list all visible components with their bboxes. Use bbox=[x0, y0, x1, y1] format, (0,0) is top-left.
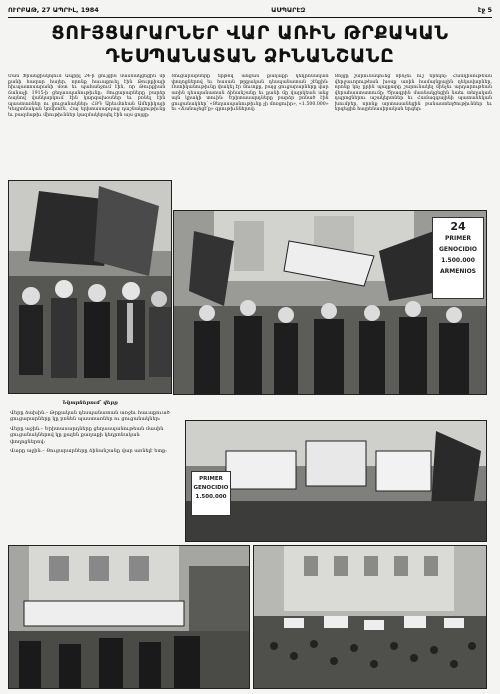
caption-line-2: Վերը աջին.– Երիտասարդները ցեղասպանութեան մասին ցուցանակներով կը քալեն քաղաքի կեդրոնական փողոցներով։ bbox=[10, 425, 164, 445]
photo-large-rally bbox=[253, 545, 487, 689]
genocide-sign-line-3: GENOCIDIO bbox=[438, 246, 478, 253]
photo-protesters-left bbox=[8, 180, 172, 394]
lower-sign-line-2: GENOCIDIO bbox=[193, 485, 229, 491]
article-column-1: Սան Ֆրանցիսկոյում Ապրիլ 24-ի ցույցին մասնակցեցին մի քանի հազար հայեր, որոնք հաւաքուել էին Թուրքիայի հիւպատոսարանի մօտ եւ պահանջում էին, որ Թուրքիան ճանաչի 1915-ի ցեղասպանութիւնը։ Ցուցարարները բարձր ձայնով վանկարկում էին կարգախօսներ եւ բռնել էին պաստառներ ու ցուցանակներ։ ՀՅԴ Արեւմտեան Ամերիկայի Կեդրոնական կոմիտէն, Հայ երիտասարդաց դաշնակցութիւնը եւ բազմաթիւ միութիւններ կազմակերպել էին այս ցոյցը։ bbox=[8, 74, 166, 118]
captions-title: Նկարներում՝ վերը bbox=[62, 400, 118, 406]
article-column-2: Ցուցարարները երթով անցան քաղաքի կեդրոնական փողոցներով եւ հասան թրքական դեսպանատան շէնքին։ Ոստիկանութիւնը փակել էր մուտքը, բայց ցուցարարները վար առին դեսպանատան ձինանշանը եւ քանի մը վայրկեան անց այն կրակի տուին։ Երիտասարդները բարձր բռնած էին ցուցանակներ՝ «Ցեղասպանութիւնը չի մոռցուիր», «1.500.000» եւ «Ճանաչեցէ՛ք» գրութիւններով։ bbox=[171, 74, 329, 112]
photo-crowd-signs bbox=[185, 420, 487, 542]
lower-genocide-sign bbox=[191, 471, 231, 516]
photo-crowd-signs-image bbox=[186, 421, 486, 541]
masthead-rule bbox=[8, 17, 492, 18]
genocide-sign-line-1: 24 bbox=[450, 220, 466, 233]
headline: ՑՈՒՅՑԱՐԱՐՆԵՐ ՎԱՐ ԱՌԻՆ ԹՐՔԱԿԱՆ ԴԵՍՊԱՆԱՏԱՆ ՁԻՆԱՆՇԱՆԸ bbox=[51, 22, 449, 67]
photo-protesters-left-image bbox=[9, 181, 171, 393]
lower-sign-line-3: 1.500.000 bbox=[195, 494, 227, 500]
lower-sign-line-1: PRIMER bbox=[199, 476, 223, 482]
genocide-sign-line-5: ARMENIOS bbox=[439, 268, 476, 275]
photo-march-banners bbox=[173, 210, 487, 395]
masthead-date: ՈՒՐԲԱԹ, 27 ԱՊՐԻԼ, 1984 bbox=[8, 6, 99, 14]
masthead-paper-name: ԱՍՊԱՐԷԶ bbox=[271, 6, 306, 14]
photo-captions bbox=[10, 400, 170, 540]
photo-building-crowd bbox=[8, 545, 250, 689]
caption-line-3: Վարը աջին.– Ցուցարարները ձինանշանը վար առնելէ ետք։ bbox=[10, 448, 167, 454]
genocide-sign bbox=[432, 217, 484, 299]
photo-large-rally-image bbox=[254, 546, 486, 688]
caption-line-1: Վերը ձախին.– Թրքական դեսպանատան առջեւ հաւաքուած ցուցարարները կը բռնեն պաստառներ ու ցուցանակներ։ bbox=[10, 409, 170, 422]
genocide-sign-line-4: 1.500.000 bbox=[441, 257, 475, 264]
masthead-page-number: էջ 5 bbox=[477, 6, 492, 14]
masthead bbox=[8, 4, 492, 16]
photo-building-crowd-image bbox=[9, 546, 249, 688]
article-columns bbox=[8, 74, 492, 178]
article-column-3: Ցոյցը շարունակուեց մինչեւ ուշ երեկոյ։ Հանդիսութեան վերջաւորութեան խօսք առին համայնքային ղեկավարներ, որոնք կոչ ըրին պայքարը շարունակել մինչեւ արդարութեան վերահաստատումը։ Ծրագրին մասնակցեցին նաեւ տեղական դպրոցներու աշակերտներ եւ Համազգայինի պատանեկան խումբեր, որոնք արտասանեցին բանաստեղծութիւններ եւ երգեցին հայրենասիրական երգեր։ bbox=[334, 74, 492, 112]
genocide-sign-line-2: PRIMER bbox=[445, 235, 471, 242]
